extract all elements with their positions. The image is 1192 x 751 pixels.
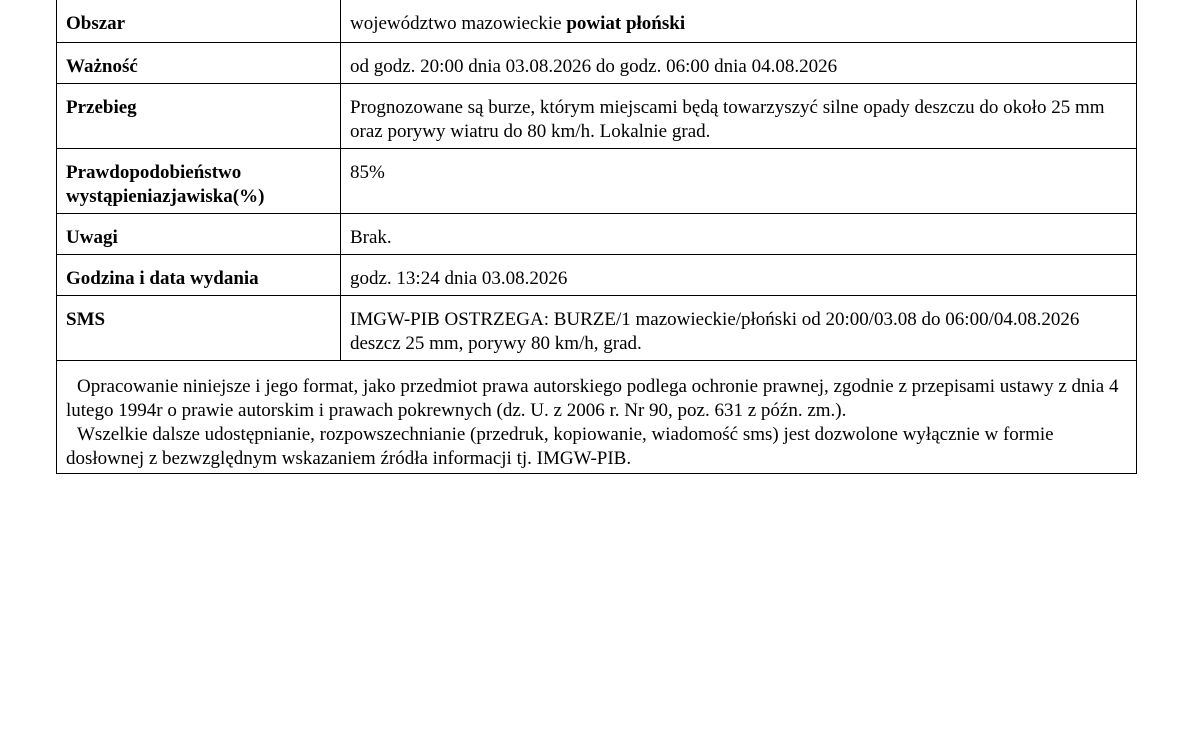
row-uwagi (57, 214, 1137, 255)
row-przebieg (57, 84, 1137, 149)
row-footer (57, 361, 1137, 474)
distribution-paragraph: Wszelkie dalsze udostępnianie, rozpowszechnianie (przedruk, kopiowanie, wiadomość sms) jest dozwolone wyłącznie w formie dosłownej z bezwzględnym wskazaniem źródła informacji tj. IMGW-PIB. (66, 424, 1054, 469)
przebieg-label: Przebieg (57, 84, 341, 149)
przebieg-value: Prognozowane są burze, którym miejscami będą towarzyszyć silne opady deszczu do około 25 mm oraz porywy wiatru do 80 km/h. Lokalnie grad. (341, 84, 1137, 149)
godzina-value: godz. 13:24 dnia 03.08.2026 (341, 255, 1137, 296)
row-sms (57, 296, 1137, 361)
sms-value-line1: IMGW-PIB OSTRZEGA: BURZE/1 mazowieckie/płoński od 20:00/03.08 do 06:00/04.08.2026 (350, 309, 1080, 330)
uwagi-label: Uwagi (57, 214, 341, 255)
row-prawdopodobienstwo (57, 149, 1137, 214)
obszar-label: Obszar (57, 0, 341, 43)
waznosc-value: od godz. 20:00 dnia 03.08.2026 do godz. 06:00 dnia 04.08.2026 (341, 43, 1137, 84)
row-waznosc (57, 43, 1137, 84)
prawdopodobienstwo-value: 85% (341, 149, 1137, 214)
warning-table (56, 0, 1137, 474)
waznosc-label: Ważność (57, 43, 341, 84)
prawdopodobienstwo-label-line1: Prawdopodobieństwo (66, 162, 242, 183)
row-godzina (57, 255, 1137, 296)
copyright-paragraph: Opracowanie niniejsze i jego format, jako przedmiot prawa autorskiego podlega ochronie prawnej, zgodnie z przepisami ustawy z dnia 4 lutego 1994r o prawie autorskim i prawach pokrewnych (dz. U. z 2006 r. Nr 90, poz. 631 z późn. zm.). (66, 376, 1119, 421)
sms-label: SMS (57, 296, 341, 361)
obszar-region: województwo mazowieckie (350, 13, 567, 34)
prawdopodobienstwo-label (57, 149, 341, 214)
sms-value (341, 296, 1137, 361)
copyright-notice (57, 361, 1137, 474)
prawdopodobienstwo-label-line2: wystąpieniazjawiska(%) (66, 186, 265, 207)
uwagi-value: Brak. (341, 214, 1137, 255)
godzina-label: Godzina i data wydania (57, 255, 341, 296)
obszar-county: powiat płoński (566, 13, 686, 34)
row-obszar (57, 0, 1137, 43)
obszar-value (341, 0, 1137, 43)
sms-value-line2: deszcz 25 mm, porywy 80 km/h, grad. (350, 333, 642, 354)
